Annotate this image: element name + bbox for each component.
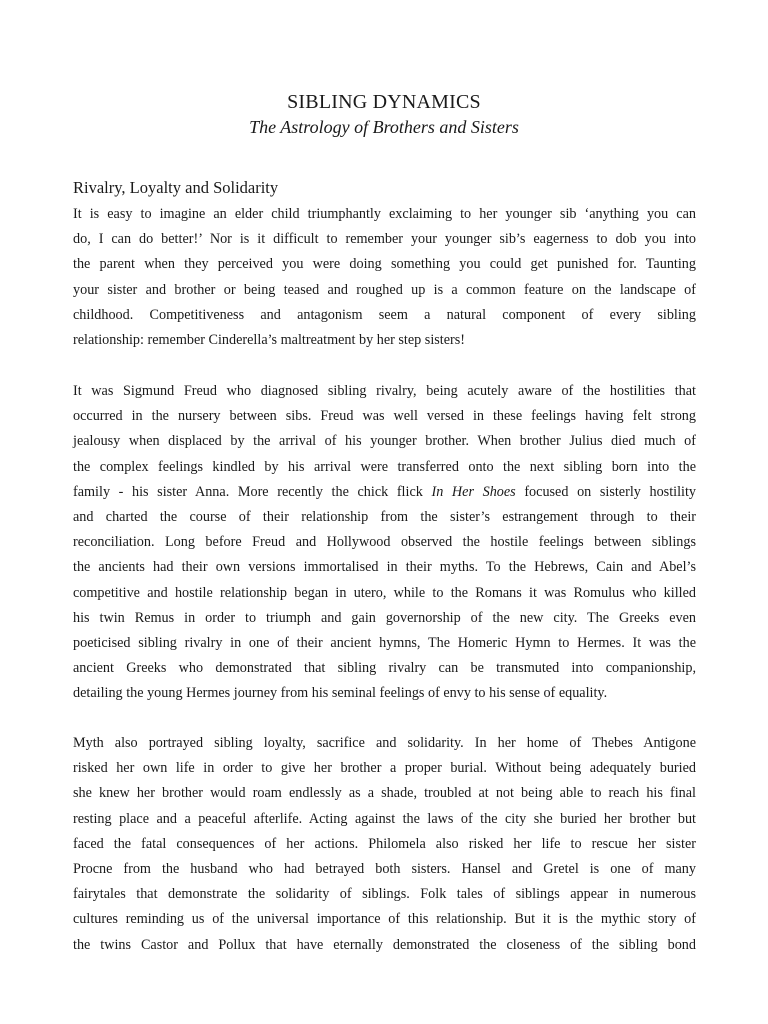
document-title: SIBLING DYNAMICS	[287, 91, 481, 113]
paragraph-line: detailing the young Hermes journey from his seminal feelings of envy to his sense of equality.	[73, 685, 608, 702]
paragraph-line: cultures reminding us of the universal importance of this relationship. But it is the mythic story of	[73, 911, 696, 928]
paragraph-line: reconciliation. Long before Freud and Hollywood observed the hostile feelings between siblings	[73, 534, 696, 551]
paragraph-line: do, I can do better!’ Nor is it difficult to remember your younger sib’s eagerness to dob you into	[73, 231, 696, 248]
paragraph-line: relationship: remember Cinderella’s maltreatment by her step sisters!	[73, 331, 466, 348]
paragraph-line: the parent when they perceived you were doing something you could get punished for. Taunting	[73, 256, 696, 273]
paragraph-line: ancient Greeks who demonstrated that sibling rivalry can be transmuted into companionship,	[73, 660, 696, 677]
paragraph-line: your sister and brother or being teased and roughed up is a common feature on the landscape of	[73, 281, 696, 298]
document-subtitle: The Astrology of Brothers and Sisters	[249, 117, 519, 137]
paragraph-line: childhood. Competitiveness and antagonism seem a natural component of every sibling	[73, 306, 696, 323]
line-text-after: focused on sisterly hostility	[515, 483, 696, 500]
paragraph-line: risked her own life in order to give her brother a proper burial. Without being adequately buried	[73, 760, 696, 777]
paragraph-line: faced the fatal consequences of her actions. Philomela also risked her life to rescue her sister	[73, 835, 696, 852]
paragraph-line: his twin Remus in order to triumph and gain governorship of the new city. The Greeks even	[73, 609, 696, 626]
paragraph-3	[73, 731, 696, 958]
section-heading: Rivalry, Loyalty and Solidarity	[73, 178, 279, 197]
paragraph-line: and charted the course of their relationship from the sister’s estrangement through to their	[73, 508, 696, 525]
paragraph-line: Procne from the husband who had betrayed both sisters. Hansel and Gretel is one of many	[73, 860, 696, 877]
paragraph-line: jealousy when displaced by the arrival of his younger brother. When brother Julius died much of	[73, 433, 696, 450]
line-text-before: family - his sister Anna. More recently the chick flick	[73, 483, 432, 500]
paragraph-line: she knew her brother would roam endlessly as a shade, troubled at not being able to reach his final	[73, 785, 696, 802]
paragraph-line: competitive and hostile relationship began in utero, while to the Romans it was Romulus who killed	[73, 584, 696, 601]
paragraph-line: fairytales that demonstrate the solidarity of siblings. Folk tales of siblings appear in numerous	[73, 886, 696, 903]
paragraph-line: poeticised sibling rivalry in one of their ancient hymns, The Homeric Hymn to Hermes. It was the	[73, 634, 696, 651]
paragraph-2	[73, 379, 696, 706]
paragraph-line: the ancients had their own versions immortalised in their myths. To the Hebrews, Cain and Abel’s	[73, 559, 696, 576]
paragraph-line: the complex feelings kindled by his arrival were transferred onto the next sibling born into the	[73, 458, 696, 475]
paragraph-line: It was Sigmund Freud who diagnosed sibling rivalry, being acutely aware of the hostilities that	[73, 383, 696, 399]
paragraph-line: It is easy to imagine an elder child triumphantly exclaiming to her younger sib ‘anything you can	[73, 206, 696, 222]
paragraph-line: occurred in the nursery between sibs. Freud was well versed in these feelings having felt strong	[73, 408, 696, 425]
paragraph-line: resting place and a peaceful afterlife. Acting against the laws of the city she buried her brother but	[73, 810, 696, 827]
paragraph-1	[73, 202, 696, 353]
film-title: In Her Shoes	[431, 483, 516, 500]
paragraph-line-with-title	[73, 480, 696, 505]
paragraph-line: the twins Castor and Pollux that have eternally demonstrated the closeness of the sibling bond	[73, 936, 696, 953]
paragraph-line: Myth also portrayed sibling loyalty, sacrifice and solidarity. In her home of Thebes Antigone	[73, 735, 696, 751]
